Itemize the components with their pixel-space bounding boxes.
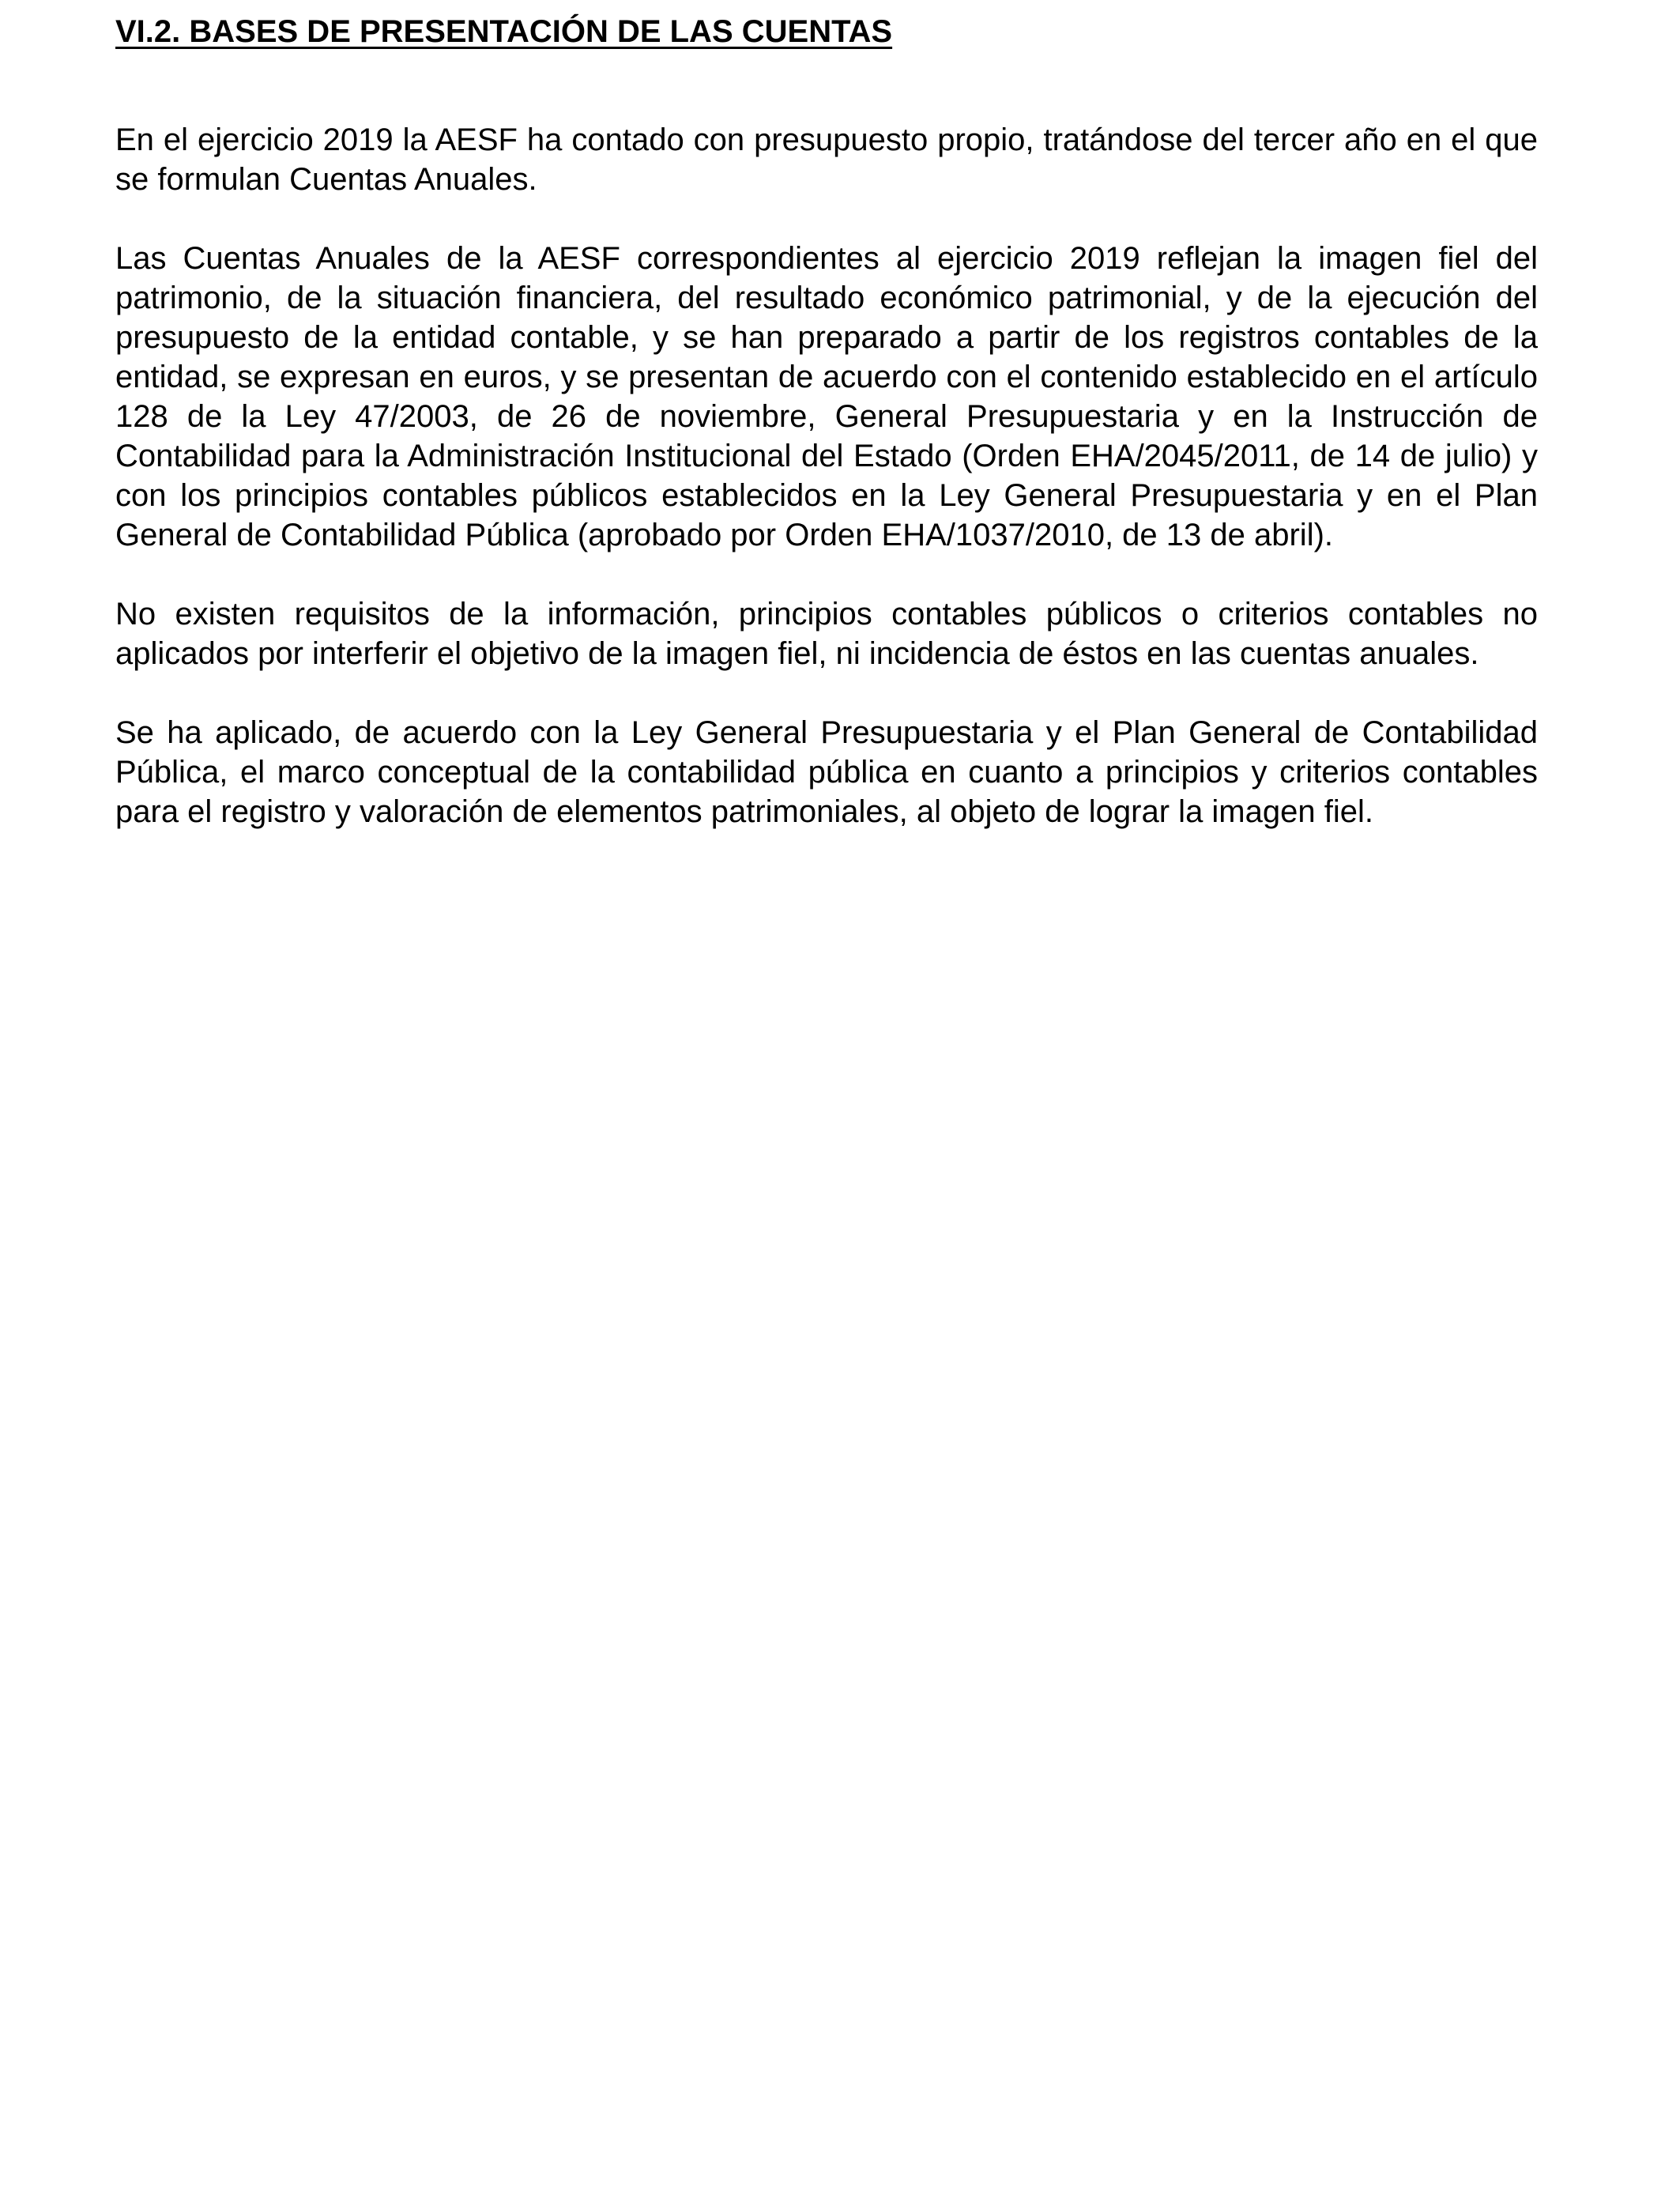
- document-body: [115, 11, 1538, 871]
- paragraph-marco-conceptual: Se ha aplicado, de acuerdo con la Ley General Presupuestaria y el Plan General de Contabilidad Pública, el marco conceptual de la contabilidad pública en cuanto a principios y criterios contables para el registro y valoración de elementos patrimoniales, al objeto de lograr la imagen fiel.: [115, 715, 1538, 829]
- paragraph-presupuesto-propio: En el ejercicio 2019 la AESF ha contado con presupuesto propio, tratándose del tercer año en el que se formulan Cuentas Anuales.: [115, 123, 1538, 197]
- paragraph-imagen-fiel: Las Cuentas Anuales de la AESF correspondientes al ejercicio 2019 reflejan la imagen fiel del patrimonio, de la situación financiera, del resultado económico patrimonial, y de la ejecución del presupuesto de la entidad contable, y se han preparado a partir de los registros contables de la entidad, se expresan en euros, y se presentan de acuerdo con el contenido establecido en el artículo 128 de la Ley 47/2003, de 26 de noviembre, General Presupuestaria y en la Instrucción de Contabilidad para la Administración Institucional del Estado (Orden EHA/2045/2011, de 14 de julio) y con los principios contables públicos establecidos en la Ley General Presupuestaria y en el Plan General de Contabilidad Pública (aprobado por Orden EHA/1037/2010, de 13 de abril).: [115, 241, 1538, 552]
- section-title: VI.2. BASES DE PRESENTACIÓN DE LAS CUENTAS: [115, 14, 893, 49]
- paragraph-requisitos-no-aplicados: No existen requisitos de la información, principios contables públicos o criterios contables no aplicados por interferir el objetivo de la imagen fiel, ni incidencia de éstos en las cuentas anuales.: [115, 597, 1538, 671]
